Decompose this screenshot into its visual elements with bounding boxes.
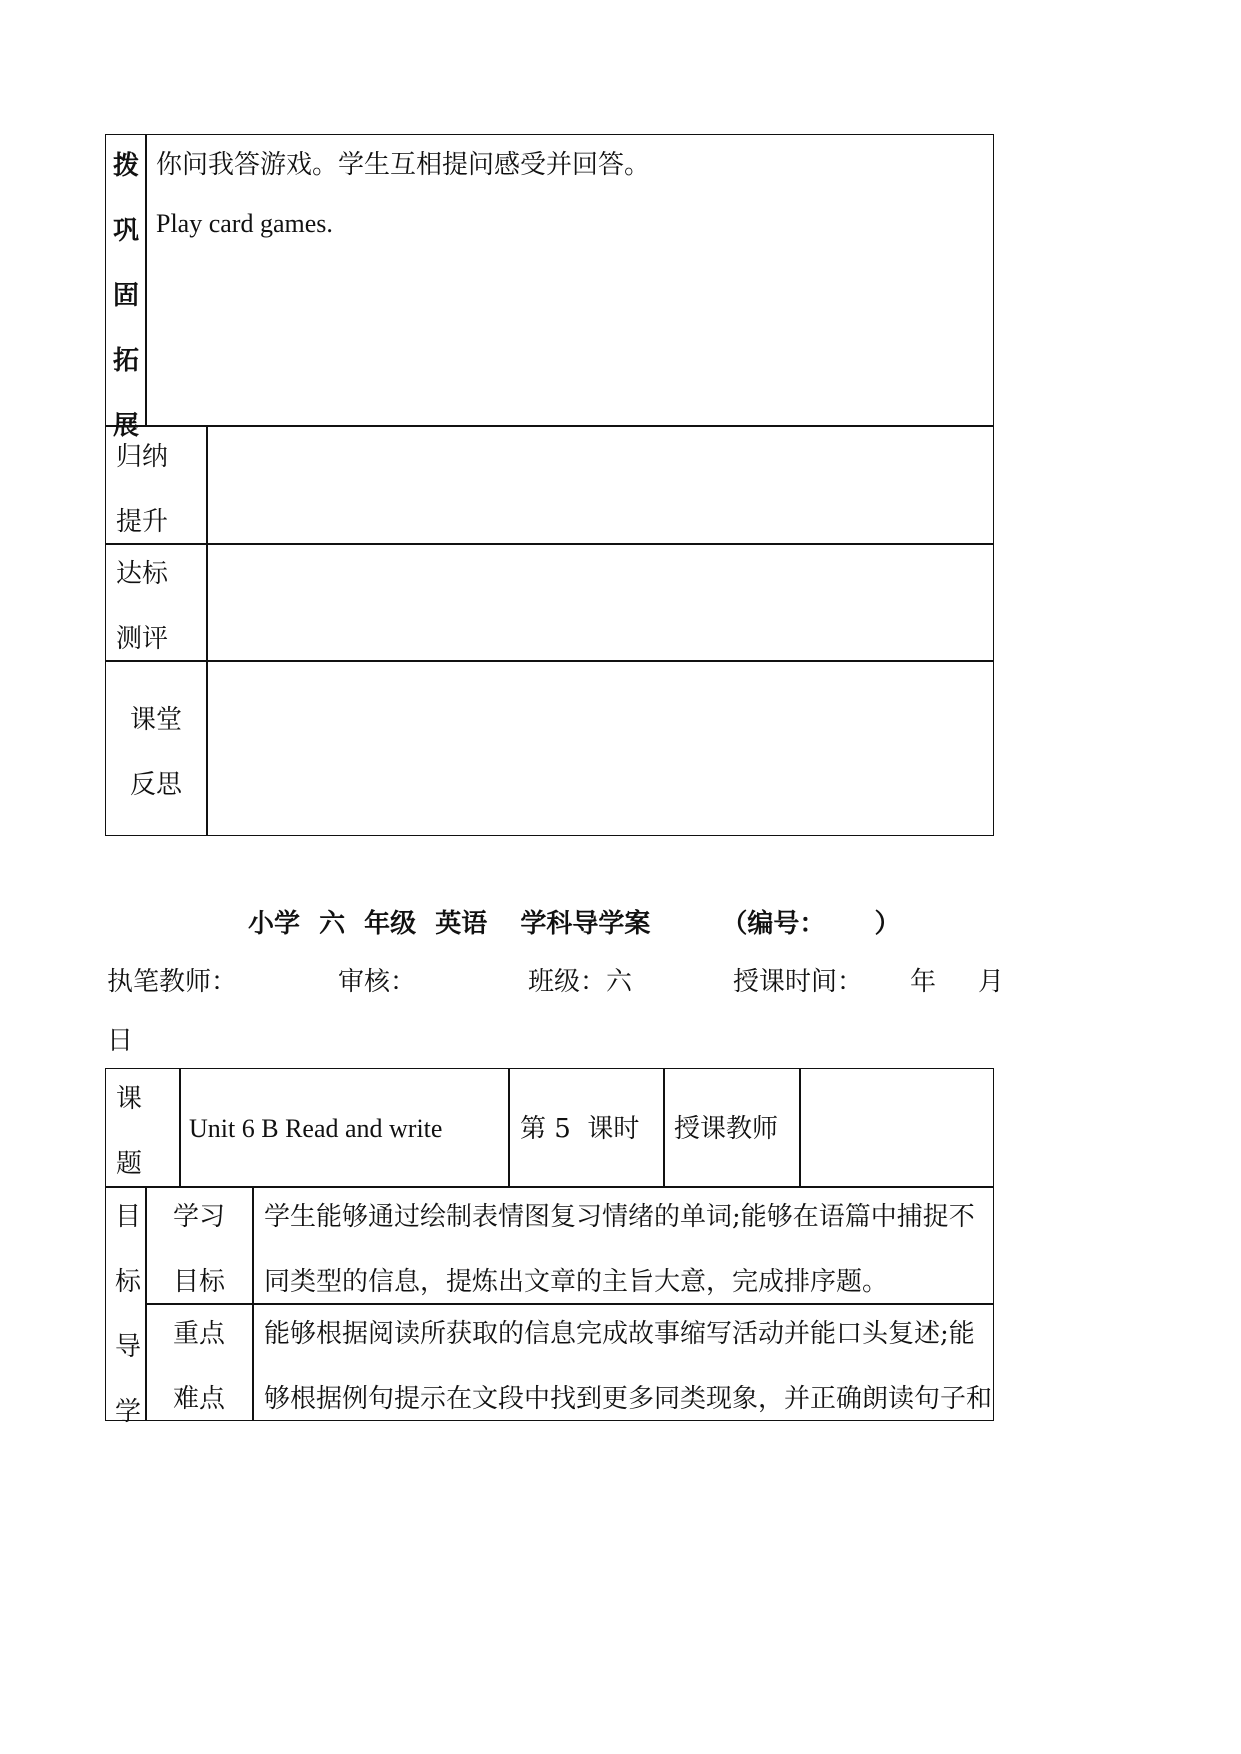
heading-school: 小学 [248,909,301,939]
label-line: 重点 [173,1319,226,1349]
info-class: 班级：六 [528,967,633,997]
info-reviewer: 审核： [338,967,417,997]
heading-grade-number: 六 [319,909,346,939]
table2-topic-label [116,1067,142,1197]
info-time: 授课时间： [733,967,864,997]
label-line: 难点 [173,1384,226,1414]
label-char: 学 [114,1397,141,1427]
label-line: 提升 [116,507,169,537]
label-line: 课 [116,1084,143,1114]
label-char: 巩 [112,216,139,246]
table1-content-cell-reflection [206,660,994,836]
learning-goal-label [173,1185,225,1315]
teacher-label: 授课教师 [674,1114,779,1144]
heading-number-close: ） [874,909,901,939]
table2-teacher-value-cell [799,1068,994,1188]
label-char: 导 [114,1332,141,1362]
lesson-period: 第 5 课时 [520,1114,640,1144]
info-month: 月 [978,967,1005,997]
label-char: 拓 [112,346,139,376]
label-line: 反思 [130,770,183,800]
info-day: 日 [107,1026,134,1056]
content-line: 能够根据阅读所获取的信息完成故事缩写活动并能口头复述;能 [264,1319,975,1349]
label-char: 固 [112,281,139,311]
label-line: 题 [116,1149,143,1179]
label-line: 学习 [173,1202,226,1232]
table1-label-assessment [116,542,168,672]
content-line: 同类型的信息，提炼出文章的主旨大意，完成排序题。 [264,1267,889,1297]
label-line: 课堂 [130,705,183,735]
label-line: 目标 [173,1267,226,1297]
table1-label-expand [111,134,141,459]
table2-goal-label [113,1185,143,1445]
label-char: 标 [114,1267,141,1297]
key-points-content [264,1302,992,1432]
doc-heading [248,911,900,937]
label-char: 目 [114,1202,141,1232]
table1-content-cell-summary [206,425,994,545]
label-line: 测评 [116,624,169,654]
table1-label-reflection [130,688,182,818]
key-points-label [173,1302,225,1432]
table1-label-summary [116,425,168,555]
heading-title: 学科导学案 [520,909,651,939]
activity-text-cn: 你问我答游戏。学生互相提问感受并回答。 [156,150,651,180]
label-char: 展 [112,411,139,441]
label-char: 拨 [112,151,139,181]
info-year: 年 [910,967,937,997]
activity-text-en: Play card games. [156,209,333,238]
label-line: 达标 [116,559,169,589]
heading-subject: 英语 [435,909,488,939]
learning-goal-content [264,1185,975,1315]
lesson-topic: Unit 6 B Read and write [189,1114,443,1143]
content-line: 学生能够通过绘制表情图复习情绪的单词;能够在语篇中捕捉不 [264,1202,975,1232]
heading-grade: 年级 [364,909,417,939]
info-writer: 执笔教师： [107,967,238,997]
content-line: 够根据例句提示在文段中找到更多同类现象，并正确朗读句子和 [264,1384,993,1414]
label-line: 归纳 [116,442,169,472]
table1-content-cell-assessment [206,543,994,662]
heading-number-label: （编号： [721,909,826,939]
